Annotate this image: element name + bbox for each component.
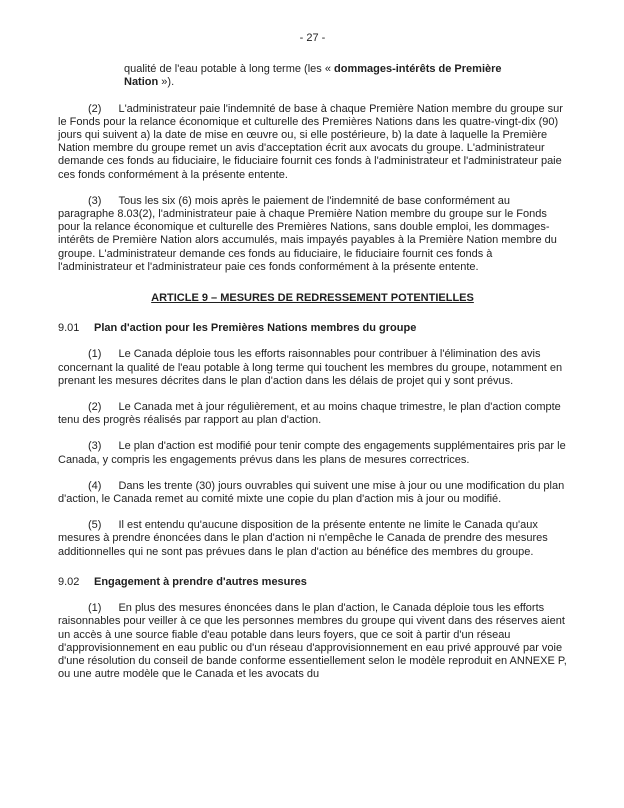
paragraph-9.01-2 (58, 401, 567, 427)
paragraph-number: (2) (88, 401, 102, 414)
article-9-heading (58, 292, 567, 305)
paragraph-9.01-1 (58, 348, 567, 388)
section-title: Engagement à prendre d'autres mesures (94, 575, 307, 588)
page-number: - 27 - (299, 32, 326, 44)
paragraph-number: (3) (88, 440, 102, 453)
paragraph-text: L'administrateur paie l'indemnité de base à chaque Première Nation membre du groupe sur le Fonds pour la relance économique et culturelle des Premières Nations dans les quatre-vingt-dix (90) jours qui suivent a) la date de mise en œuvre ou, si elle postérieure, b) la date à laquelle la Première Nation membre du groupe remet un avis d'acceptation écrit aux avocats du groupe. L'administrateur demande ces fonds au fiduciaire, le fiduciaire fournit ces fonds à l'administrateur et l'administrateur paie ces fonds conformément à la présente entente. (58, 102, 563, 181)
paragraph-number: (4) (88, 479, 102, 492)
paragraph-text: Il est entendu qu'aucune disposition de la présente entente ne limite le Canada qu'aux mesures à prendre énoncées dans le plan d'action ni n'empêche le Canada de prendre des mesures additionnelles qui ne sont pas prévues dans le plan d'action au bénéfice des membres du groupe. (58, 519, 548, 558)
section-number: 9.01 (58, 322, 80, 335)
paragraph-number: (1) (88, 602, 102, 615)
paragraph-text: En plus des mesures énoncées dans le plan d'action, le Canada déploie tous les efforts raisonnables pour veiller à ce que les personnes membres du groupe qui vivent dans des réserves aient un accès à une source fiable d'eau potable dans leurs foyers, que ce soit à partir d'un réseau d'approvisionnement en eau public ou d'un réseau d'approvisionnement en eau privé approuvé par voie d'une résolution du conseil de bande conforme essentiellement selon le modèle reproduit en ANNEXE P, ou une autre modèle que le Canada et les avocats du (58, 602, 567, 681)
paragraph-text: Tous les six (6) mois après le paiement de l'indemnité de base conformément au paragraphe 8.03(2), l'administrateur paie à chaque Première Nation membre du groupe sur le Fonds pour la relance économique et culturelle des Premières Nations, sans double emploi, les dommages-intérêts de Première Nation alors accumulés, mais impayés payables à la Première Nation membre du groupe. L'administrateur demande ces fonds au fiduciaire, le fiduciaire fournit ces fonds à l'administrateur et l'administrateur paie ces fonds conformément à la présente entente. (58, 194, 557, 273)
paragraph-number: (2) (88, 102, 102, 115)
paragraph-text: Le plan d'action est modifié pour tenir compte des engagements supplémentaires pris par le Canada, y compris les engagements prévus dans les plans de mesures correctrices. (58, 440, 566, 466)
paragraph-number: (5) (88, 519, 102, 532)
paragraph-8.03-2 (58, 103, 567, 182)
paragraph-8.03-3 (58, 195, 567, 274)
paragraph-9.02-1 (58, 602, 567, 681)
paragraph-text: Le Canada met à jour régulièrement, et au moins chaque trimestre, le plan d'action compte tenu des progrès réalisés par rapport au plan d'action. (58, 401, 561, 427)
carryover-text-suffix: »). (158, 76, 175, 89)
paragraph-text: Le Canada déploie tous les efforts raisonnables pour contribuer à l'élimination des avis concernant la qualité de l'eau potable à long terme qui touchent les membres du groupe, notamment en prenant les mesures décrites dans le plan d'action dans les délais de projet qui y sont prévus. (58, 348, 563, 387)
section-number: 9.02 (58, 575, 80, 588)
section-title: Plan d'action pour les Premières Nations membres du groupe (94, 322, 417, 335)
carryover-paragraph (124, 63, 516, 89)
section-heading-9.02 (58, 576, 567, 589)
paragraph-9.01-5 (58, 519, 567, 559)
paragraph-9.01-3 (58, 440, 567, 466)
article-9-heading-text: ARTICLE 9 – MESURES DE REDRESSEMENT POTENTIELLES (151, 292, 474, 305)
section-heading-9.01 (58, 322, 567, 335)
carryover-text-prefix: qualité de l'eau potable à long terme (les « (124, 63, 335, 76)
paragraph-text: Dans les trente (30) jours ouvrables qui suivent une mise à jour ou une modification du plan d'action, le Canada remet au comité mixte une copie du plan d'action mis à jour ou modifié. (58, 479, 565, 506)
paragraph-number: (1) (88, 348, 102, 361)
carryover-defined-term: dommages-intérêts de Première Nation (124, 63, 502, 89)
paragraph-9.01-4 (58, 480, 567, 506)
paragraph-number: (3) (88, 194, 102, 207)
